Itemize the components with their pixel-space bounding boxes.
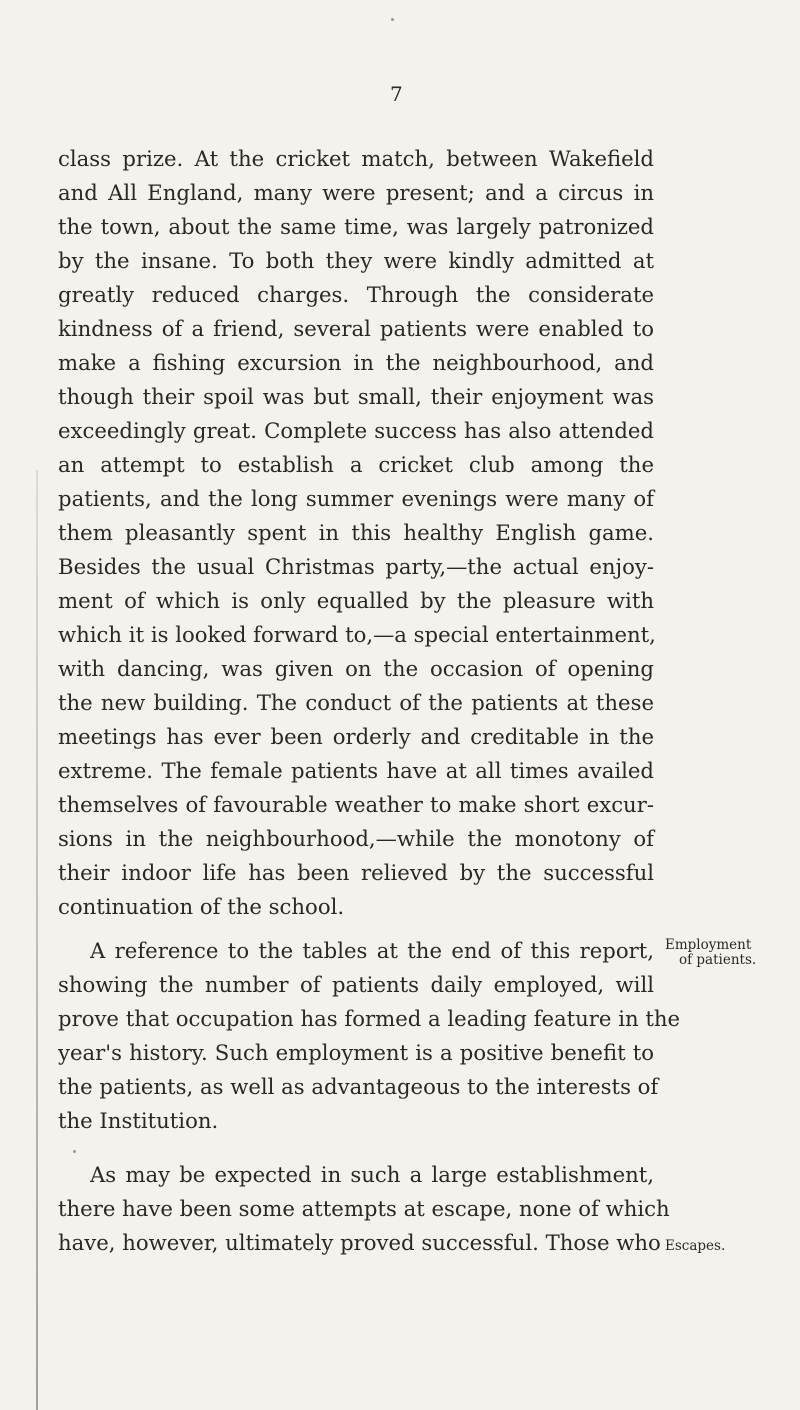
scan-speck [73, 1150, 76, 1153]
body-line: them pleasantly spent in this healthy English game. [58, 520, 654, 545]
body-line: Besides the usual Christmas party,—the actual enjoy- [58, 554, 654, 579]
body-line: make a fishing excursion in the neighbourhood, and [58, 350, 654, 375]
scan-speck [391, 18, 394, 21]
body-line: by the insane. To both they were kindly admitted at [58, 248, 654, 273]
body-line: ment of which is only equalled by the pleasure with [58, 588, 654, 613]
body-line: the Institution. [58, 1108, 219, 1133]
body-line: their indoor life has been relieved by the successful [58, 860, 654, 885]
body-line: themselves of favourable weather to make short excur- [58, 792, 654, 817]
body-line: though their spoil was but small, their enjoyment was [58, 384, 654, 409]
body-line: sions in the neighbourhood,—while the monotony of [58, 826, 654, 851]
body-line: there have been some attempts at escape, none of which [58, 1196, 670, 1221]
margin-note-line: of patients. [679, 952, 757, 968]
body-line: the town, about the same time, was largely patronized [58, 214, 654, 239]
body-line: continuation of the school. [58, 894, 345, 919]
margin-note-line: Employment [665, 937, 752, 953]
body-line: greatly reduced charges. Through the considerate [58, 282, 654, 307]
body-line: kindness of a friend, several patients were enabled to [58, 316, 654, 341]
page-number: 7 [390, 82, 403, 106]
body-line: which it is looked forward to,—a special entertainment, [58, 622, 656, 647]
body-line: prove that occupation has formed a leading feature in the [58, 1006, 681, 1031]
body-line: an attempt to establish a cricket club among the [58, 452, 654, 477]
body-line: exceedingly great. Complete success has also attended [58, 418, 654, 443]
body-line: patients, and the long summer evenings were many of [58, 486, 654, 511]
body-line: extreme. The female patients have at all times availed [58, 758, 654, 783]
body-line: showing the number of patients daily employed, will [58, 972, 654, 997]
body-line: meetings has ever been orderly and creditable in the [58, 724, 654, 749]
body-line: have, however, ultimately proved successful. Those who [58, 1230, 661, 1255]
body-line: with dancing, was given on the occasion of opening [58, 656, 654, 681]
body-line: and All England, many were present; and a circus in [58, 180, 654, 205]
margin-note-employment [665, 938, 795, 968]
binding-gutter-shadow [36, 470, 38, 1410]
body-line: A reference to the tables at the end of this report, [90, 938, 654, 963]
body-line: class prize. At the cricket match, between Wakefield [58, 146, 654, 171]
margin-note-escapes: Escapes. [665, 1238, 726, 1254]
body-line: the new building. The conduct of the patients at these [58, 690, 654, 715]
body-line: year's history. Such employment is a positive benefit to [58, 1040, 654, 1065]
body-line: the patients, as well as advantageous to the interests of [58, 1074, 659, 1099]
body-line: As may be expected in such a large establishment, [90, 1162, 654, 1187]
